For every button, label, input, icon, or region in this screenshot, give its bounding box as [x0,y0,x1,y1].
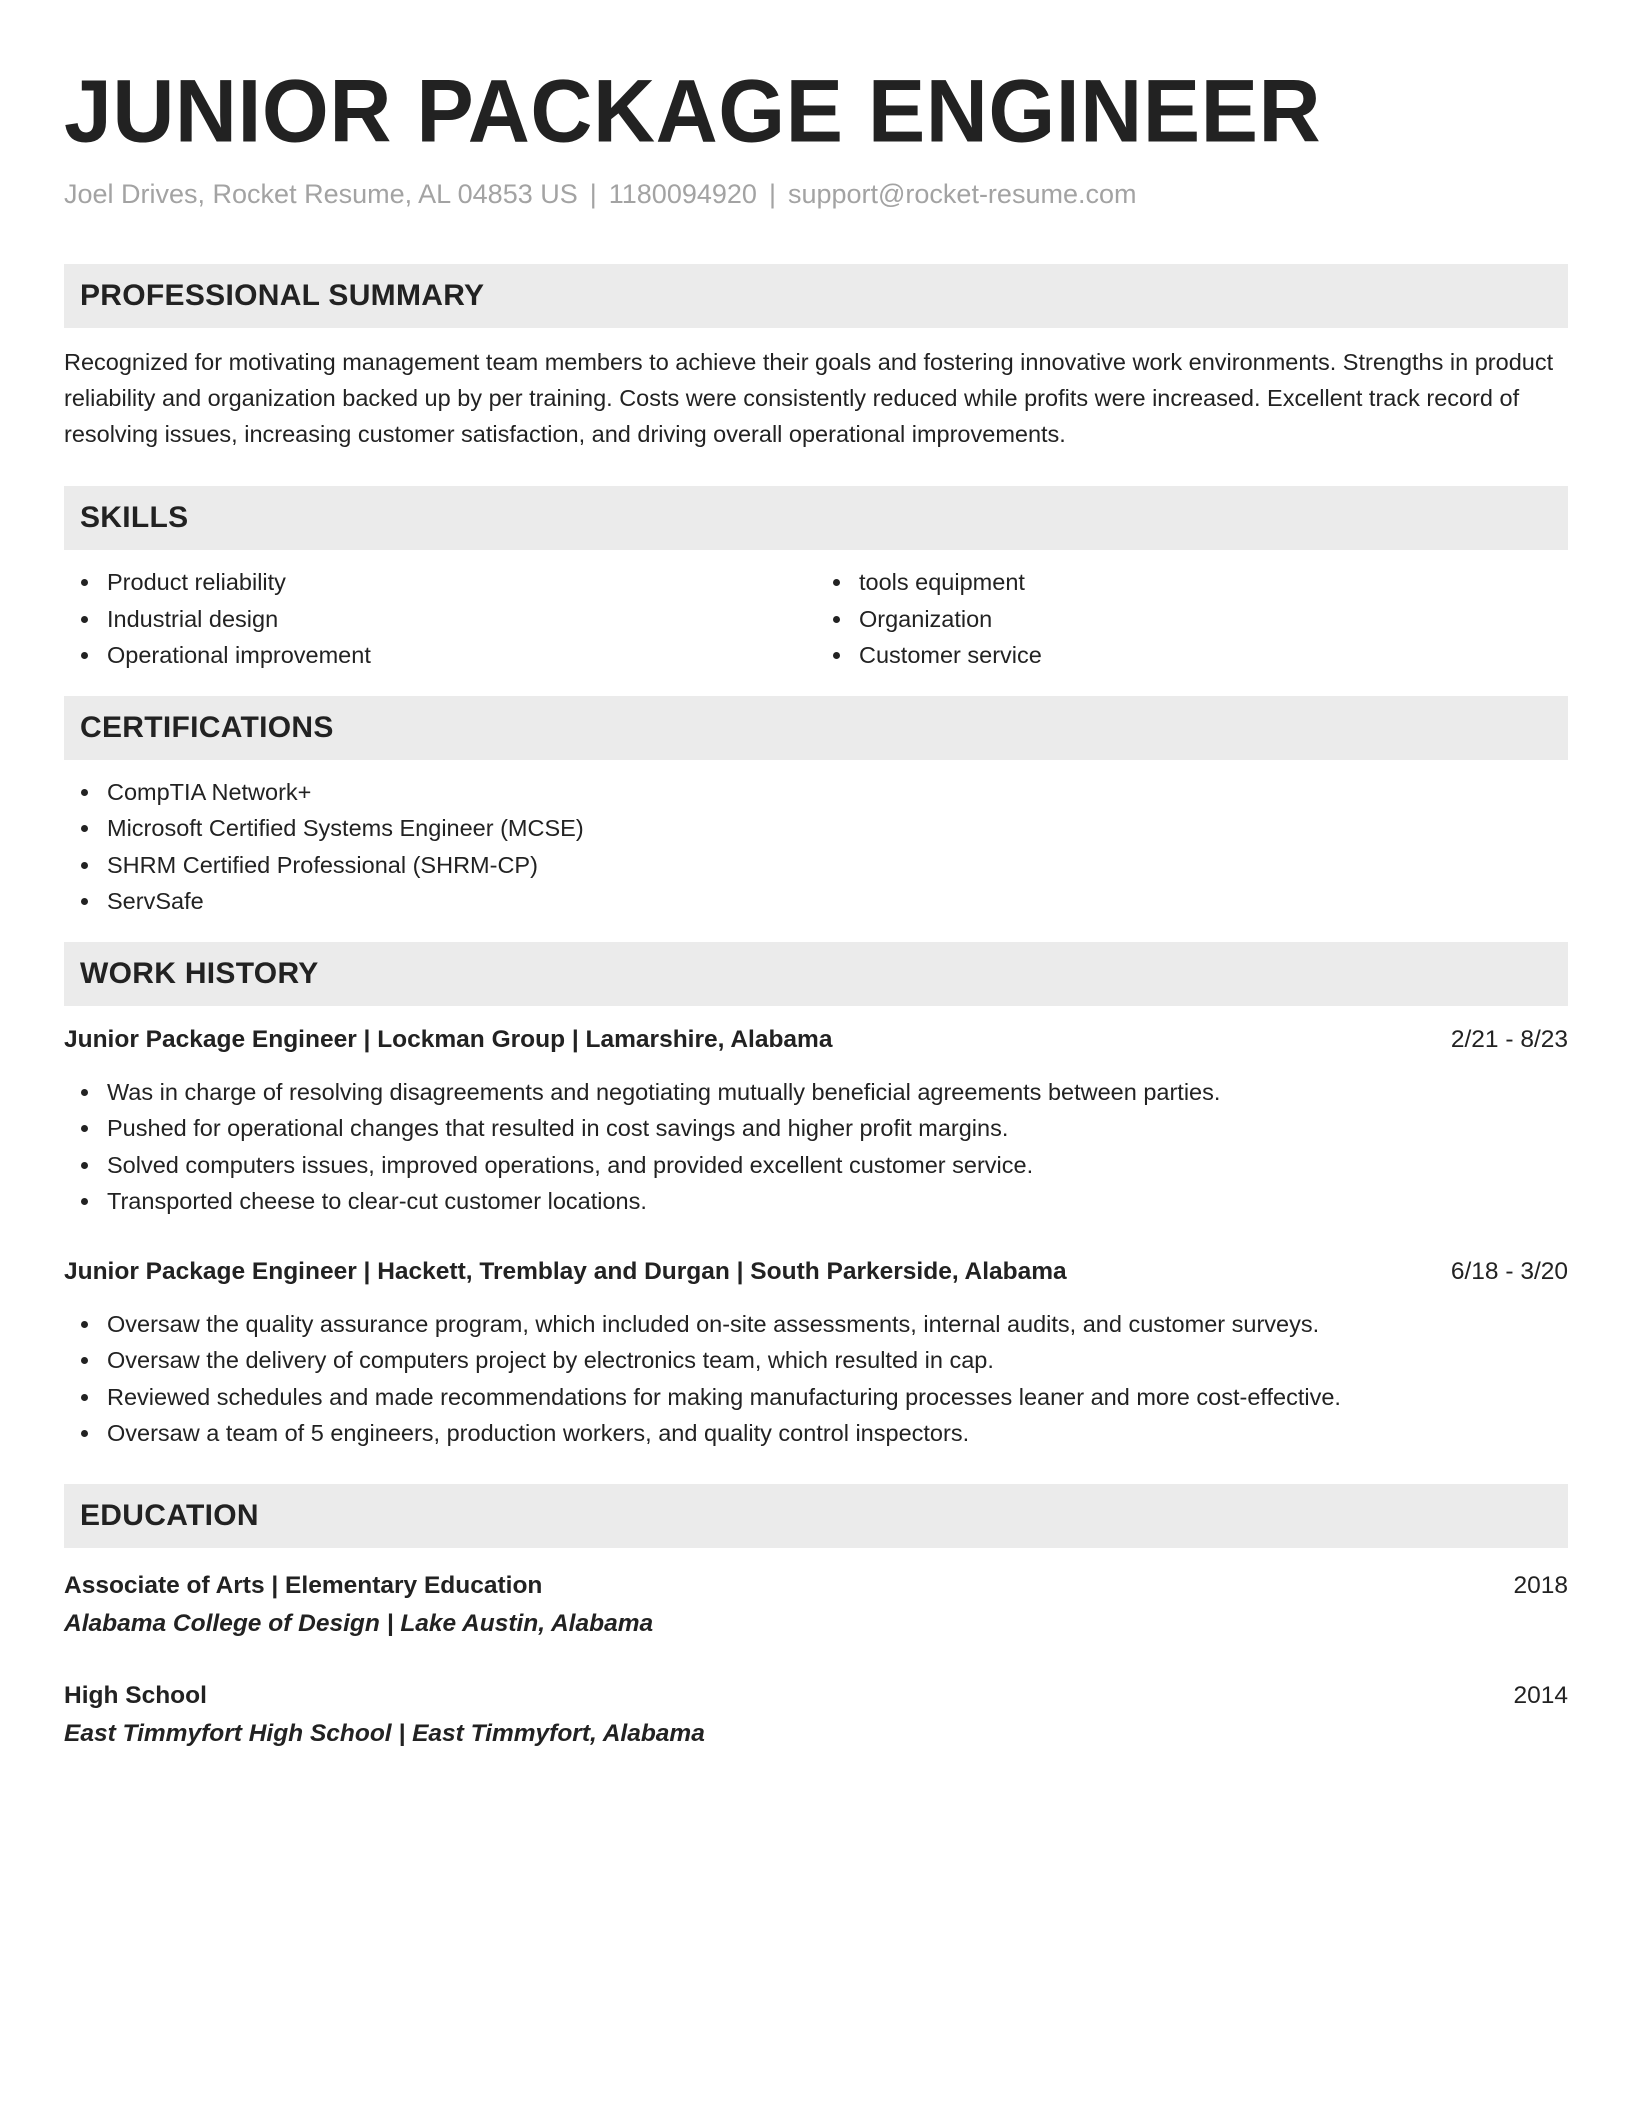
work-history-heading: WORK HISTORY [64,942,1568,1006]
job-dates: 6/18 - 3/20 [1450,1257,1568,1285]
skill-item: Industrial design [107,601,816,638]
education-school: Alabama College of Design | Lake Austin, Alabama [64,1609,654,1637]
summary-heading: PROFESSIONAL SUMMARY [64,264,1568,328]
skills-column-right [816,564,1568,674]
job-entry [64,1022,1568,1220]
skills-heading: SKILLS [64,486,1568,550]
skill-item: Product reliability [107,564,816,601]
contact-separator: | [768,179,776,209]
certification-item: Microsoft Certified Systems Engineer (MCSE) [107,810,1568,847]
summary-text: Recognized for motivating management team members to achieve their goals and fostering innovative work environments. Strengths in product reliability and organization backed up by per training. Costs were consistently reduced while profits were increased. Excellent track record of resolving issues, increasing customer satisfaction, and driving overall operational improvements. [64,349,1554,448]
education-degree: Associate of Arts | Elementary Education [64,1571,543,1599]
education-entry [64,1678,1568,1752]
certification-item: SHRM Certified Professional (SHRM-CP) [107,847,1568,884]
skills-list [64,564,1568,674]
job-dates: 2/21 - 8/23 [1450,1025,1568,1053]
certifications-heading: CERTIFICATIONS [64,696,1568,760]
job-bullet: Solved computers issues, improved operations, and provided excellent customer service. [107,1147,1568,1184]
certification-item: ServSafe [107,883,1568,920]
skill-item: Customer service [859,637,1568,674]
job-title: Junior Package Engineer | Hackett, Tremblay and Durgan | South Parkerside, Alabama [64,1257,1067,1285]
education-header [64,1678,1568,1714]
job-bullet: Oversaw the delivery of computers project by electronics team, which resulted in cap. [107,1342,1568,1379]
contact-phone: 1180094920 [608,179,757,209]
job-title: Junior Package Engineer | Lockman Group | Lamarshire, Alabama [64,1025,833,1053]
job-bullets [64,1306,1568,1452]
job-bullet: Transported cheese to clear-cut customer locations. [107,1183,1568,1220]
job-entry [64,1254,1568,1452]
education-year: 2014 [1513,1681,1568,1709]
skill-item: Operational improvement [107,637,816,674]
contact-line [64,178,1568,210]
job-bullets [64,1074,1568,1220]
contact-separator: | [589,179,597,209]
job-header [64,1254,1568,1290]
job-bullet: Was in charge of resolving disagreements and negotiating mutually beneficial agreements between parties. [107,1074,1568,1111]
education-header [64,1568,1568,1604]
job-bullet: Oversaw a team of 5 engineers, production workers, and quality control inspectors. [107,1415,1568,1452]
certifications-list [64,774,1568,920]
education-school: East Timmyfort High School | East Timmyfort, Alabama [64,1719,705,1747]
job-bullet: Pushed for operational changes that resulted in cost savings and higher profit margins. [107,1110,1568,1147]
skills-column-left [64,564,816,674]
skill-item: Organization [859,601,1568,638]
job-bullet: Oversaw the quality assurance program, which included on-site assessments, internal audits, and customer surveys. [107,1306,1568,1343]
education-degree: High School [64,1681,207,1709]
resume-title: JUNIOR PACKAGE ENGINEER [64,61,1322,162]
education-entry [64,1568,1568,1642]
contact-address: Joel Drives, Rocket Resume, AL 04853 US [64,179,578,209]
skill-item: tools equipment [859,564,1568,601]
job-bullet: Reviewed schedules and made recommendations for making manufacturing processes leaner and more cost-effective. [107,1379,1568,1416]
certification-item: CompTIA Network+ [107,774,1568,811]
contact-email: support@rocket-resume.com [787,179,1137,209]
education-year: 2018 [1513,1571,1568,1599]
job-header [64,1022,1568,1058]
education-heading: EDUCATION [64,1484,1568,1548]
